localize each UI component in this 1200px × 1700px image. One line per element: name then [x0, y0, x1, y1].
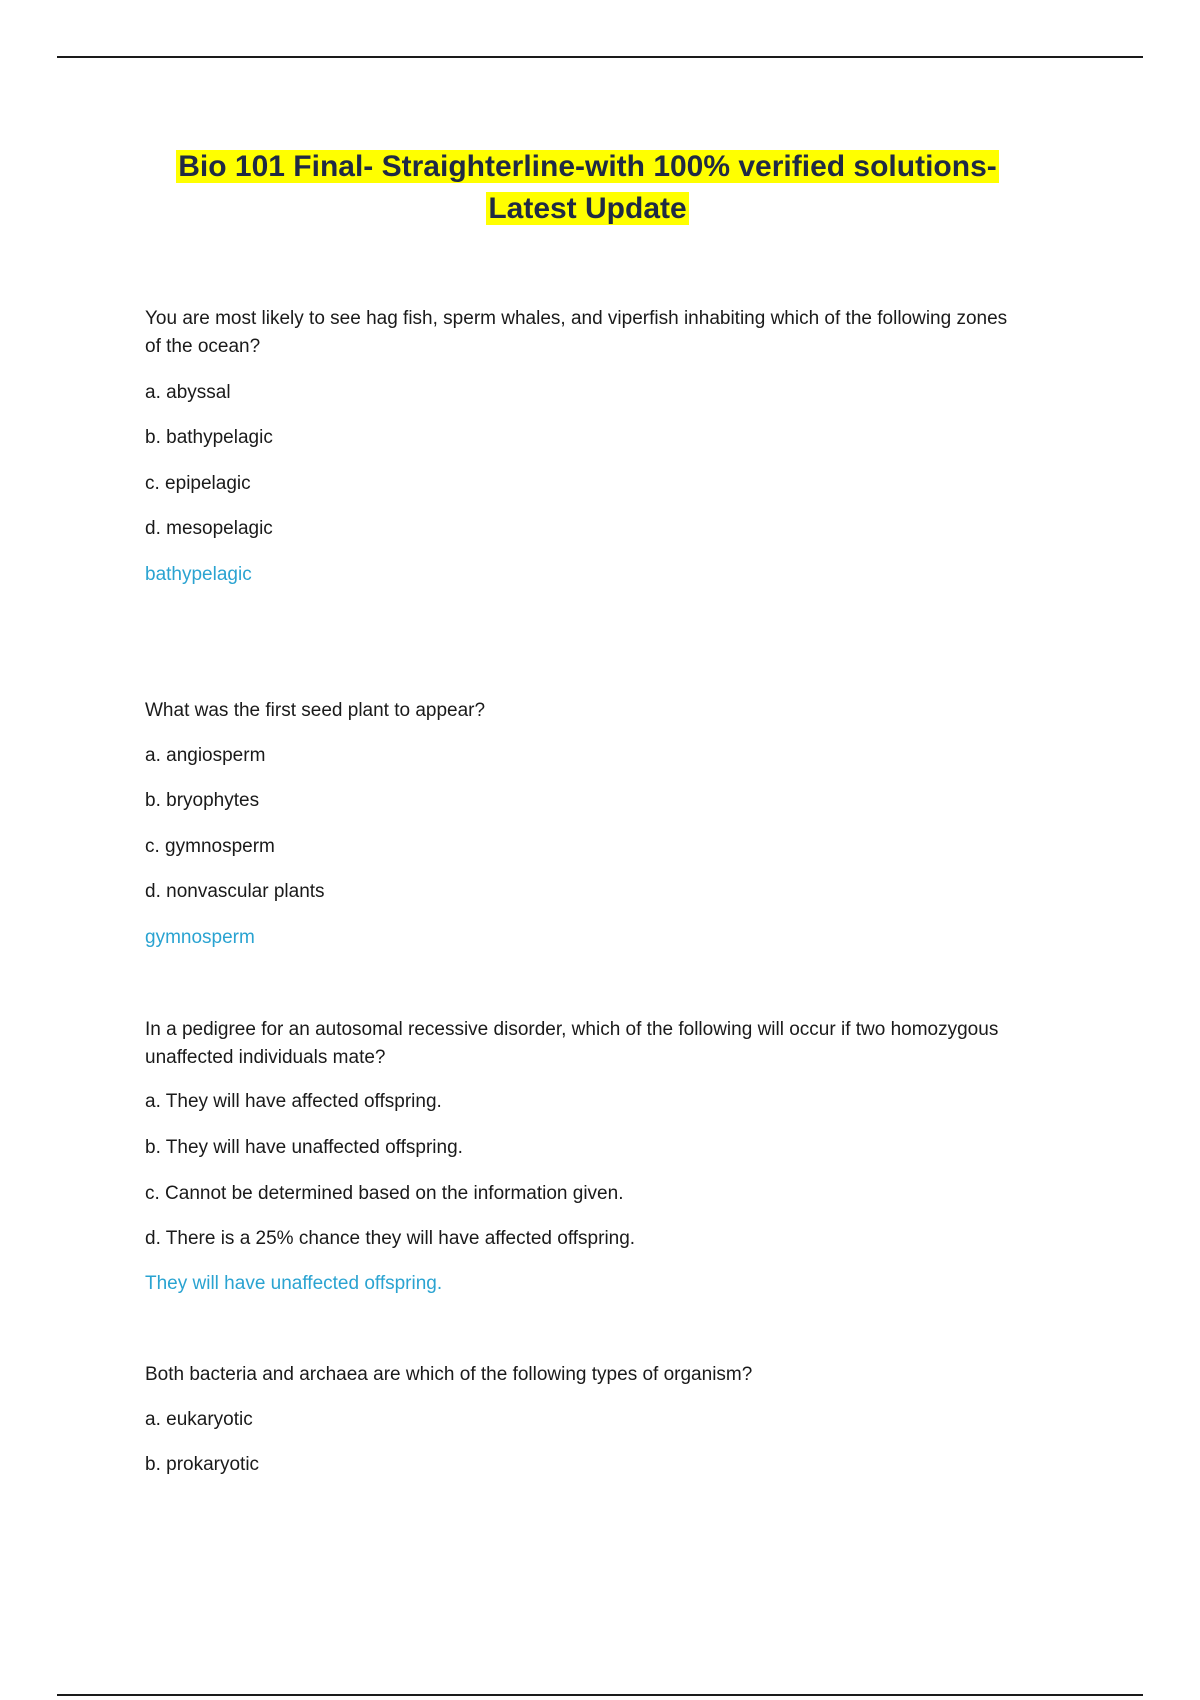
option: c. epipelagic — [145, 473, 251, 494]
option: a. angiosperm — [145, 745, 266, 766]
question-block-4 — [145, 1361, 1025, 1389]
answer: gymnosperm — [145, 927, 255, 948]
option: d. nonvascular plants — [145, 881, 325, 902]
question-block-1 — [145, 305, 1025, 361]
option: d. mesopelagic — [145, 518, 273, 539]
title-line-1: Bio 101 Final- Straighterline-with 100% verified solutions- — [178, 150, 997, 183]
title-line-2: Latest Update — [488, 192, 687, 225]
option: a. eukaryotic — [145, 1409, 253, 1430]
option: b. bathypelagic — [145, 427, 273, 448]
question-text: What was the first seed plant to appear? — [145, 700, 486, 721]
top-rule — [57, 56, 1143, 58]
question-block-2 — [145, 697, 1025, 725]
bottom-rule — [57, 1694, 1143, 1696]
option: a. abyssal — [145, 382, 231, 403]
question-text: Both bacteria and archaea are which of the following types of organism? — [145, 1364, 753, 1385]
question-block-3 — [145, 1016, 1025, 1072]
option: b. bryophytes — [145, 790, 260, 811]
option: b. They will have unaffected offspring. — [145, 1137, 463, 1158]
option: c. gymnosperm — [145, 836, 275, 857]
question-text: You are most likely to see hag fish, sperm whales, and viperfish inhabiting which of the following zones of the ocean? — [145, 308, 1008, 357]
option: a. They will have affected offspring. — [145, 1091, 442, 1112]
answer: bathypelagic — [145, 564, 252, 585]
answer: They will have unaffected offspring. — [145, 1273, 443, 1294]
option: d. There is a 25% chance they will have affected offspring. — [145, 1228, 636, 1249]
document-title — [145, 146, 1030, 230]
option: b. prokaryotic — [145, 1454, 260, 1475]
option: c. Cannot be determined based on the information given. — [145, 1183, 624, 1204]
question-text: In a pedigree for an autosomal recessive disorder, which of the following will occur if two homozygous unaffected individuals mate? — [145, 1019, 999, 1068]
